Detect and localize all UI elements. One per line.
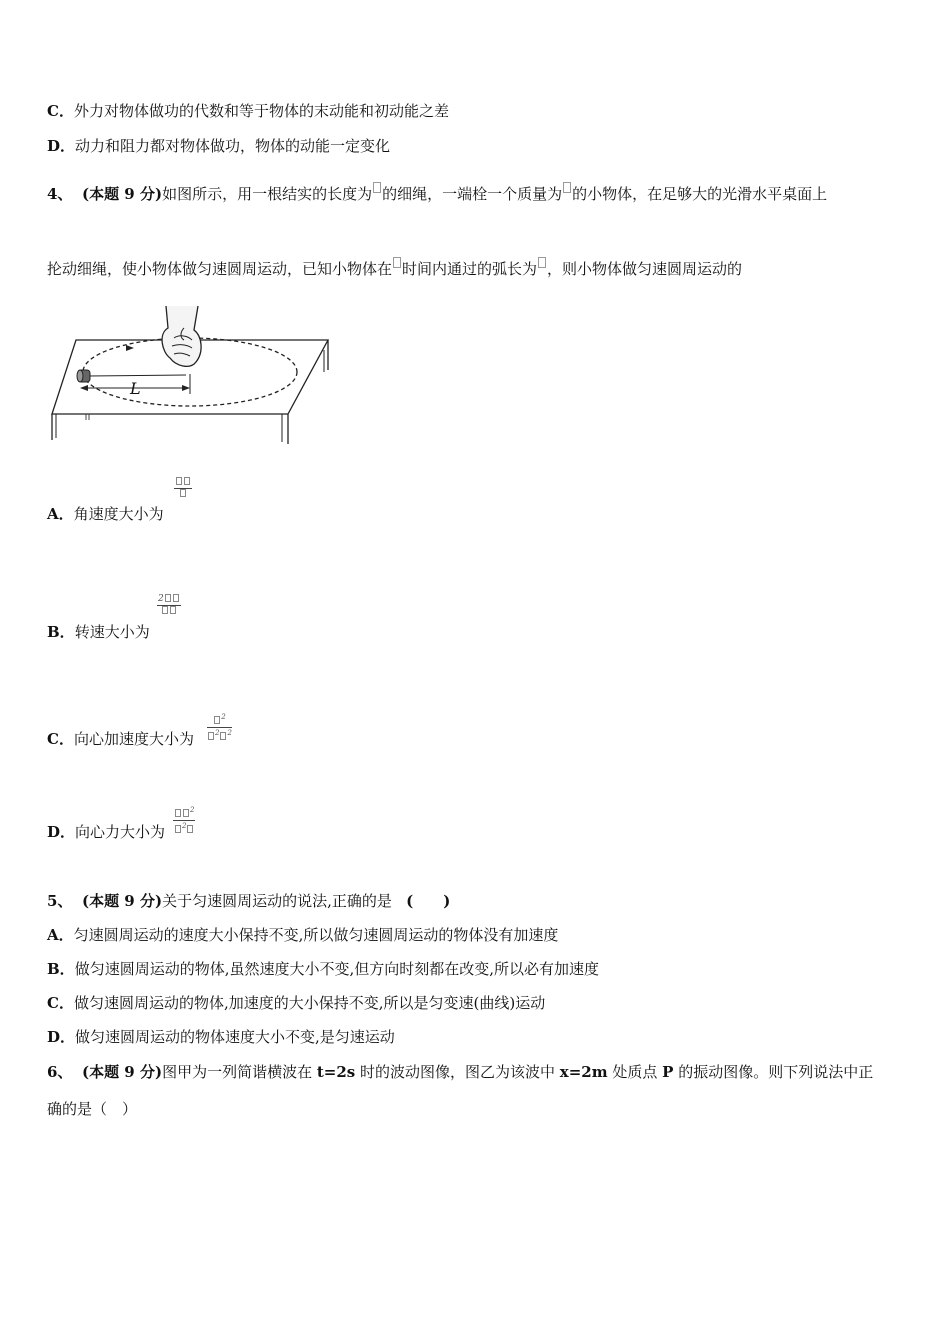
- option-label: C．: [47, 730, 74, 748]
- formula-placeholder: [538, 257, 546, 268]
- question-number: 6、: [47, 1063, 73, 1081]
- option-text: 向心加速度大小为: [73, 730, 194, 748]
- option-text: 做匀速圆周运动的物体,虽然速度大小不变,但方向时刻都在改变,所以必有加速度: [74, 960, 599, 978]
- option-text: 做匀速圆周运动的物体,加速度的大小保持不变,所以是匀变速(曲线)运动: [73, 994, 546, 1012]
- question-score: (本题 9 分): [81, 892, 163, 910]
- question-4-line-2: [47, 257, 742, 279]
- option-4d: [47, 822, 165, 842]
- option-4c: [47, 729, 194, 749]
- option-label: D．: [47, 823, 76, 841]
- question-text: 确的是（ ）: [47, 1100, 138, 1118]
- formula-centripetal-acceleration: $\frac{^2}{^2 ^2}$: [207, 712, 232, 743]
- formula-speed: [157, 594, 181, 617]
- option-label: B．: [47, 960, 75, 978]
- time-value: t=2s: [316, 1063, 356, 1081]
- option-label: A．: [47, 926, 74, 944]
- option-d-prev: [47, 136, 390, 156]
- question-number: 5、: [47, 892, 73, 910]
- option-text: 做匀速圆周运动的物体速度大小不变,是匀速运动: [75, 1028, 395, 1046]
- question-score: (本题 9 分): [81, 1063, 163, 1081]
- formula-placeholder: [373, 182, 381, 193]
- question-text: 抡动细绳，使小物体做匀速圆周运动，已知小物体在: [47, 260, 393, 278]
- question-text: 的小物体，在足够大的光滑水平桌面上: [572, 185, 828, 203]
- option-text: 匀速圆周运动的速度大小保持不变,所以做匀速圆周运动的物体没有加速度: [73, 926, 559, 944]
- question-text: 的振动图像。则下列说法中正: [673, 1063, 874, 1081]
- option-label: B．: [47, 623, 75, 641]
- position-value: x=2m: [559, 1063, 608, 1081]
- answer-paren: ( ): [406, 892, 451, 910]
- question-text: 的细绳，一端栓一个质量为: [382, 185, 563, 203]
- question-text: 处质点: [607, 1063, 663, 1081]
- question-number: 4、: [47, 185, 73, 203]
- option-5c: [47, 993, 545, 1013]
- point-label: P: [662, 1063, 674, 1081]
- table-circular-motion-figure: [46, 304, 336, 446]
- option-label: C．: [47, 102, 74, 120]
- option-text: 向心力大小为: [75, 823, 166, 841]
- option-label: A．: [47, 505, 74, 523]
- formula-placeholder: [393, 257, 401, 268]
- question-6-line-1: [47, 1062, 873, 1082]
- question-text: 关于匀速圆周运动的说法,正确的是: [162, 892, 392, 910]
- formula-centripetal-force: $\frac{^2}{^2}$: [173, 805, 195, 836]
- question-text: ，则小物体做匀速圆周运动的: [547, 260, 743, 278]
- question-5-line: [47, 891, 450, 911]
- question-text: 如图所示，用一根结实的长度为: [162, 185, 373, 203]
- formula-coefficient: 2: [158, 594, 164, 604]
- question-6-line-2: [47, 1099, 137, 1119]
- option-text: 转速大小为: [74, 623, 150, 641]
- option-5d: [47, 1027, 395, 1047]
- question-text: 时的波动图像，图乙为该波中: [355, 1063, 560, 1081]
- formula-omega: [174, 477, 192, 500]
- option-c-prev: [47, 101, 449, 121]
- formula-placeholder: [563, 182, 571, 193]
- question-4-line-1: [47, 182, 827, 204]
- option-label: D．: [47, 1028, 76, 1046]
- option-label: D．: [47, 137, 76, 155]
- question-text: 图甲为一列简谐横波在: [162, 1063, 317, 1081]
- option-label: C．: [47, 994, 74, 1012]
- option-text: 角速度大小为: [73, 505, 164, 523]
- option-5b: [47, 959, 599, 979]
- question-text: 时间内通过的弧长为: [402, 260, 538, 278]
- length-label: L: [130, 379, 141, 398]
- option-text: 外力对物体做功的代数和等于物体的末动能和初动能之差: [73, 102, 449, 120]
- option-4a: [47, 504, 164, 524]
- question-score: (本题 9 分): [81, 185, 163, 203]
- option-4b: [47, 622, 150, 642]
- option-5a: [47, 925, 558, 945]
- option-text: 动力和阻力都对物体做功，物体的动能一定变化: [75, 137, 391, 155]
